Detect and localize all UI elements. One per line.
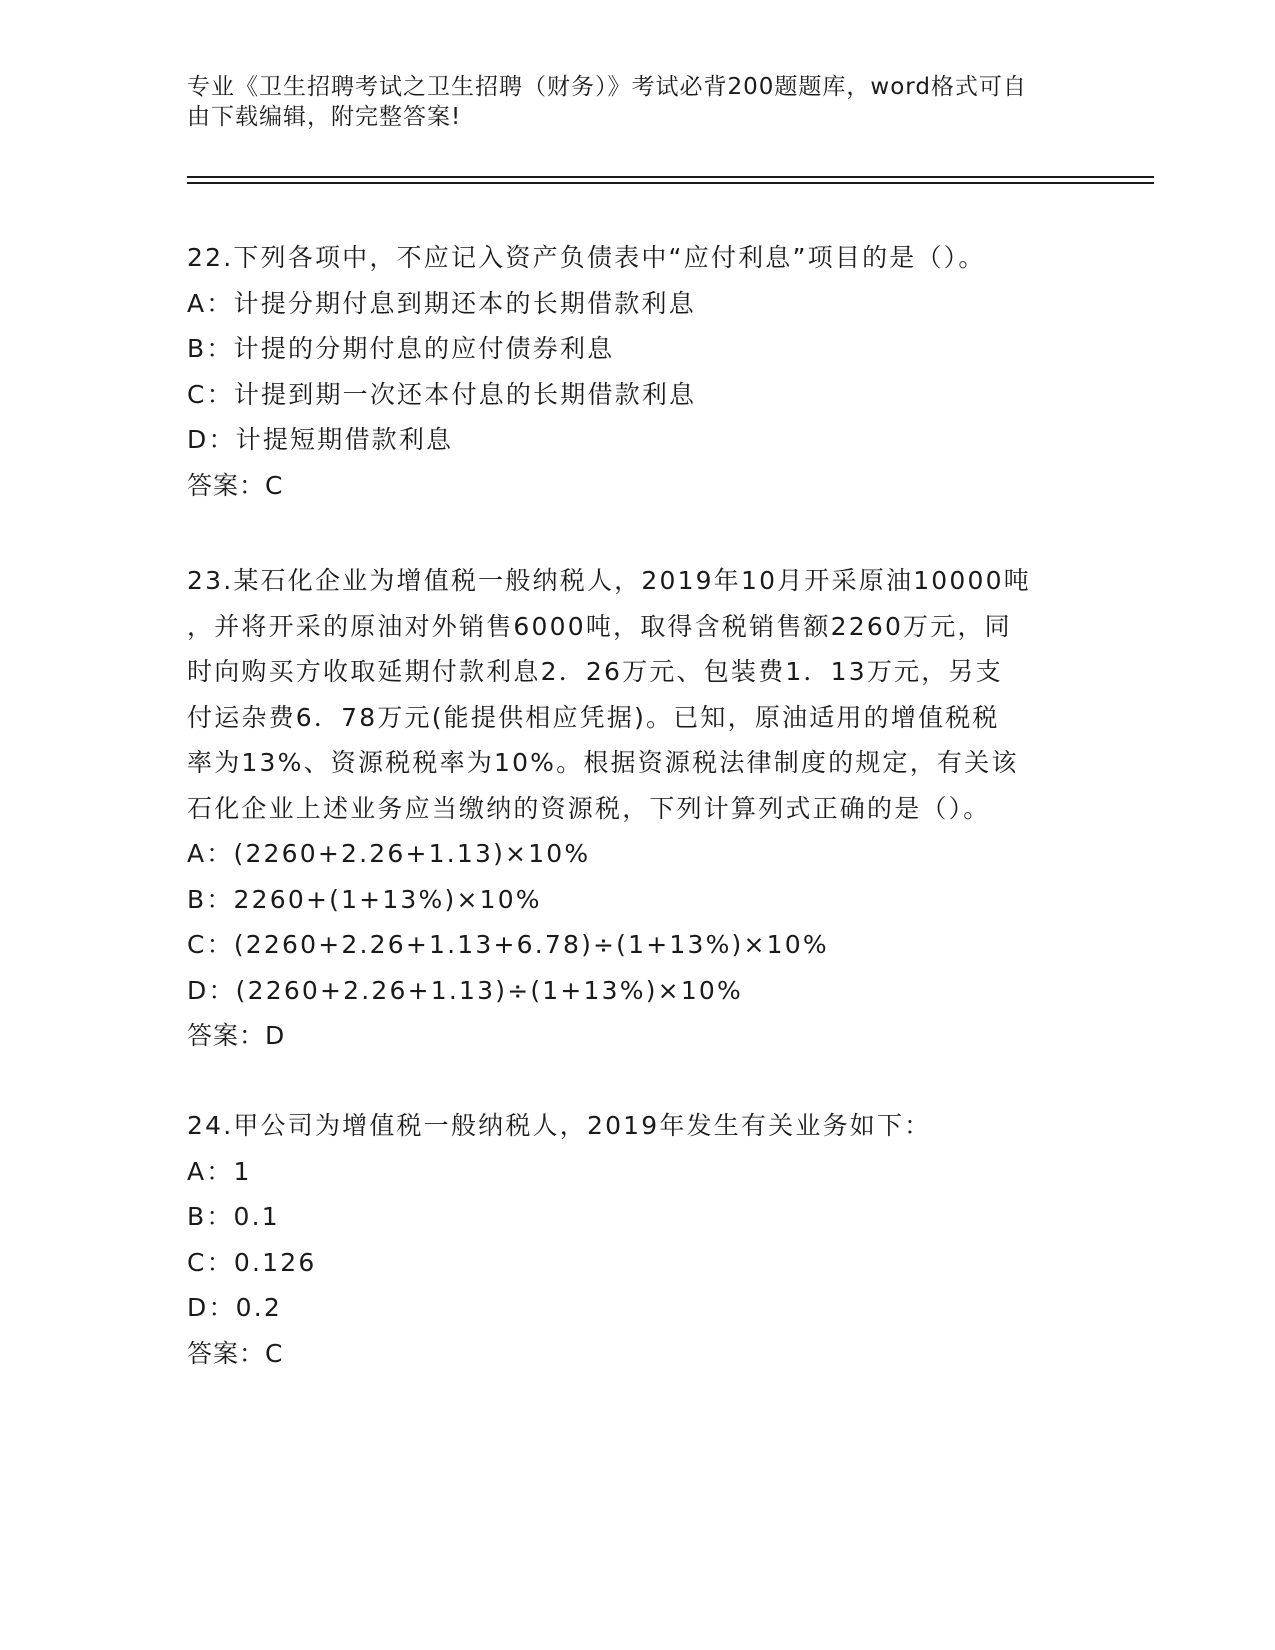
option-b: B：2260+(1+13%)×10%: [187, 884, 542, 914]
question-stem-line-6: 石化企业上述业务应当缴纳的资源税，下列计算列式正确的是（）。: [187, 793, 991, 823]
question-23: [187, 558, 1087, 1059]
question-stem-line-2: ，并将开采的原油对外销售6000吨，取得含税销售额2260万元，同: [187, 611, 1012, 641]
header-divider-top: [187, 176, 1154, 178]
option-d: D：计提短期借款利息: [187, 425, 454, 454]
question-stem-line-3: 时向购买方收取延期付款利息2．26万元、包装费1．13万元，另支: [187, 657, 1003, 686]
question-stem: 22.下列各项中，不应记入资产负债表中“应付利息”项目的是（）。: [187, 243, 986, 272]
option-a: A：(2260+2.26+1.13)×10%: [187, 839, 591, 868]
option-c: C：0.126: [187, 1247, 317, 1277]
question-24: [187, 1103, 1087, 1376]
option-a: A：1: [187, 1156, 252, 1186]
question-stem-line-5: 率为13%、资源税税率为10%。根据资源税法律制度的规定，有关该: [187, 748, 1019, 777]
option-b: B：计提的分期付息的应付债券利息: [187, 334, 615, 363]
option-c: C：计提到期一次还本付息的长期借款利息: [187, 379, 697, 409]
answer: 答案：C: [187, 470, 284, 500]
question-stem-line-1: 23.某石化企业为增值税一般纳税人，2019年10月开采原油10000吨: [187, 566, 1031, 595]
answer: 答案：D: [187, 1021, 286, 1050]
header-line-1: 专业《卫生招聘考试之卫生招聘（财务）》考试必背200题题库，word格式可自: [187, 74, 1027, 100]
question-stem-line-4: 付运杂费6．78万元(能提供相应凭据)。已知，原油适用的增值税税: [187, 702, 1000, 732]
question-stem: 24.甲公司为增值税一般纳税人，2019年发生有关业务如下：: [187, 1111, 932, 1140]
header-line-2: 由下载编辑，附完整答案!: [187, 104, 462, 130]
option-d: D：0.2: [187, 1293, 283, 1322]
answer: 答案：C: [187, 1338, 284, 1368]
option-c: C：(2260+2.26+1.13+6.78)÷(1+13%)×10%: [187, 930, 829, 959]
option-d: D：(2260+2.26+1.13)÷(1+13%)×10%: [187, 975, 743, 1005]
option-b: B：0.1: [187, 1202, 280, 1231]
option-a: A：计提分期付息到期还本的长期借款利息: [187, 288, 696, 318]
question-22: [187, 235, 1087, 508]
header-divider-bottom: [187, 182, 1154, 184]
document-header: [187, 72, 1067, 132]
